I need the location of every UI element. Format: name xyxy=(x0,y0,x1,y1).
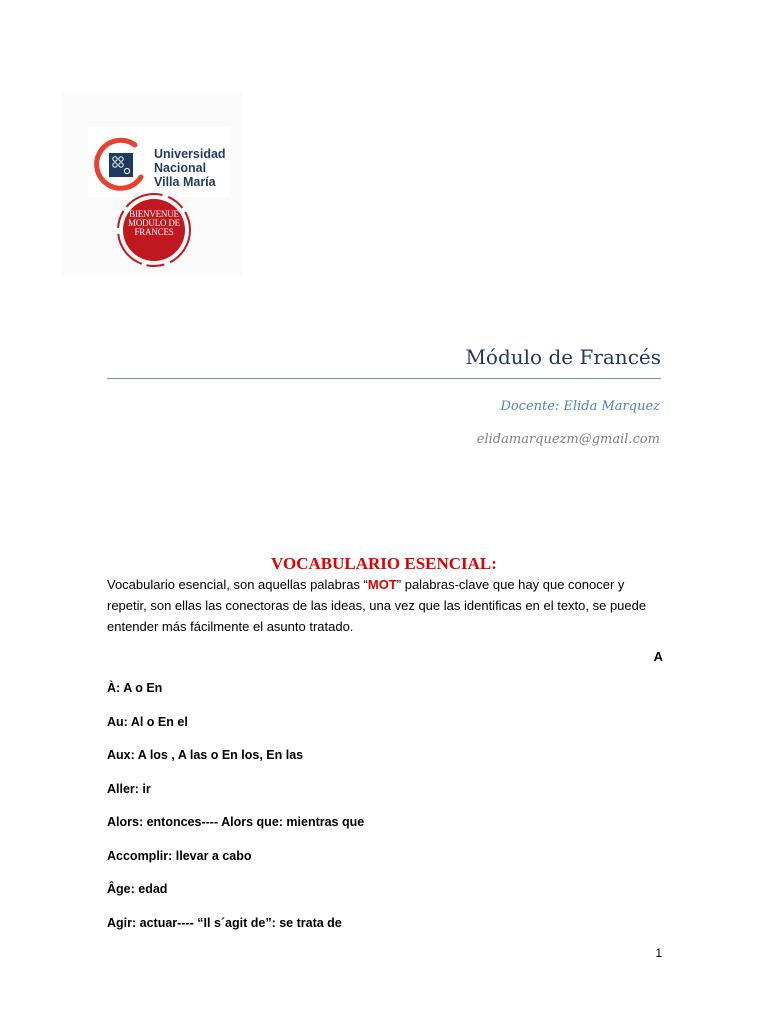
university-logo xyxy=(88,127,230,197)
teacher-name: Docente: Elida Marquez xyxy=(500,399,660,414)
badge-line: MODULO DE xyxy=(128,218,180,228)
document-title: Módulo de Francés xyxy=(465,345,661,369)
vocabulary-item: Au: Al o En el xyxy=(107,714,188,729)
vocabulary-item: À: A o En xyxy=(107,681,163,695)
welcome-badge xyxy=(104,192,204,272)
university-name-line: Universidad xyxy=(154,147,226,161)
university-name xyxy=(154,147,226,189)
intro-text: Vocabulario esencial, son aquellas palabras “ xyxy=(107,577,368,592)
badge-text xyxy=(122,210,186,237)
university-name-line: Nacional xyxy=(154,161,207,175)
section-title: VOCABULARIO ESENCIAL: xyxy=(271,554,497,573)
badge-line: FRANCES xyxy=(134,227,174,237)
vocabulary-item: Agir: actuar---- “Il s´agit de”: se trata de xyxy=(107,915,342,930)
vocabulary-item: Âge: edad xyxy=(107,882,168,896)
title-divider xyxy=(107,378,661,379)
vocabulary-item: Aller: ir xyxy=(107,781,151,796)
vocabulary-item: Accomplir: llevar a cabo xyxy=(107,848,252,863)
vocabulary-item: Alors: entonces---- Alors que: mientras que xyxy=(107,815,365,829)
intro-text: ” palabras-clave que hay que conocer y repetir, son ellas las conectoras de las ideas, una vez que las identificas en el texto, se puede entender más fácilmente el asunto tratado. xyxy=(107,577,647,634)
badge-line: BIENVENUE xyxy=(129,209,179,219)
intro-paragraph xyxy=(107,574,663,637)
university-name-line: Villa María xyxy=(154,175,216,189)
intro-keyword: MOT xyxy=(367,577,397,592)
vocabulary-item: Aux: A los , A las o En los, En las xyxy=(107,748,304,762)
page-number: 1 xyxy=(655,946,662,960)
vocabulary-list xyxy=(107,680,667,948)
teacher-email: elidamarquezm@gmail.com xyxy=(476,432,660,447)
university-emblem-icon xyxy=(93,137,149,193)
alphabet-letter-heading: A xyxy=(653,649,663,664)
